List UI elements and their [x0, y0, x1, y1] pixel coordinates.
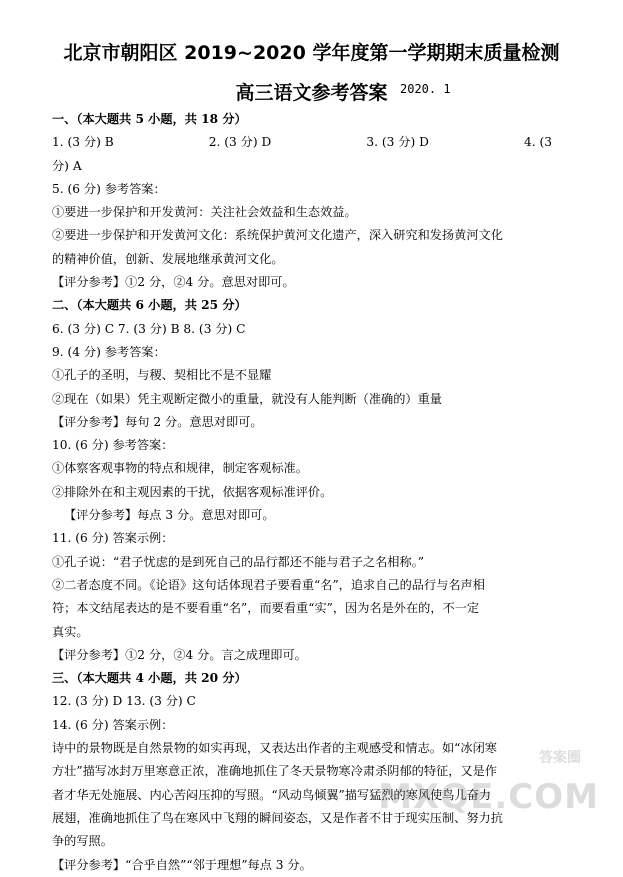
- q9-point-2: ②现在（如果）凭主观断定微小的重量，就没有人能判断（准确的）重量: [52, 391, 442, 406]
- question-14-header: 14. (6 分) 答案示例：: [52, 717, 174, 732]
- q14-text-2: 方壮”描写冰封万里寒意正浓，准确地抓住了冬天景物寒冷肃杀阴郁的特征，又是作: [52, 764, 497, 779]
- q11-scoring: 【评分参考】①2 分，②4 分。言之成理即可。: [52, 647, 307, 662]
- q14-text-1: 诗中的景物既是自然景物的如实再现，又表达出作者的主观感受和情志。如“冰闭寒: [52, 741, 497, 756]
- watermark-bottom-text: MXQE.COM: [378, 777, 599, 817]
- q5-point-2: ②要进一步保护和开发黄河文化：系统保护黄河文化遗产，深入研究和发扬黄河文化: [52, 228, 503, 243]
- answers-12-13: 12. (3 分) D 13. (3 分) C: [52, 694, 196, 709]
- q11-point-1: ①孔子说：“君子忧虑的是到死自己的品行都还不能与君子之名相称。”: [52, 554, 424, 569]
- q10-point-1: ①体察客观事物的特点和规律，制定客观标准。: [52, 461, 308, 476]
- section-heading-3: 三、（本大题共 4 小题，共 20 分）: [52, 671, 247, 686]
- section-heading-1: 一、（本大题共 5 小题，共 18 分）: [52, 112, 247, 126]
- q9-scoring: 【评分参考】每句 2 分。意思对即可。: [52, 414, 263, 429]
- section-heading-2: 二、（本大题共 6 小题，共 25 分）: [52, 298, 247, 313]
- q5-scoring: 【评分参考】①2 分，②4 分。意思对即可。: [52, 275, 295, 290]
- question-5-header: 5. (6 分) 参考答案：: [52, 181, 166, 196]
- answer-q4-part2: 分) A: [52, 158, 82, 173]
- q14-scoring: 【评分参考】“合乎自然”“邻于理想”每点 3 分。: [52, 857, 312, 872]
- answer-q2: 2. (3 分) D: [208, 135, 272, 150]
- q11-point-2-cont: 符；本文结尾表达的是不要看重“名”，而要看重“实”，因为名是外在的，不一定: [52, 601, 480, 616]
- watermark-logo: [378, 747, 599, 817]
- q5-point-2-cont: 的精神价值，创新、发展地继承黄河文化。: [52, 251, 284, 266]
- q5-point-1: ①要进一步保护和开发黄河：关注社会效益和生态效益。: [52, 205, 357, 220]
- answers-1-4: [52, 131, 552, 154]
- subtitle-text: 高三语文参考答案: [235, 82, 388, 104]
- q14-text-3: 者才华无处施展、内心苦闷压抑的写照。“风动鸟倾翼”描写猛烈的寒风使鸟儿奋力: [52, 787, 492, 802]
- question-10-header: 10. (6 分) 参考答案：: [52, 438, 174, 453]
- document-date: 2020. 1: [400, 82, 451, 96]
- q11-point-2-end: 真实。: [52, 624, 89, 639]
- q14-text-5: 争的写照。: [52, 834, 113, 849]
- answer-q4-part1: 4. (3: [523, 135, 552, 150]
- q10-point-2: ②排除外在和主观因素的干扰，依据客观标准评价。: [52, 484, 333, 499]
- answer-q3: 3. (3 分) D: [366, 135, 429, 150]
- question-9-header: 9. (4 分) 参考答案：: [52, 344, 166, 359]
- document-subtitle: [0, 78, 623, 105]
- watermark-top-text: 答案圈: [539, 750, 581, 766]
- q9-point-1: ①孔子的圣明，与稷、契相比不是不显耀: [52, 368, 272, 383]
- q10-scoring: 【评分参考】每点 3 分。意思对即可。: [64, 508, 275, 523]
- question-11-header: 11. (6 分) 答案示例：: [52, 531, 174, 546]
- answer-q1: 1. (3 分) B: [52, 135, 114, 150]
- q14-text-4: 展翅，准确地抓住了鸟在寒风中飞翔的瞬间姿态，又是作者不甘于现实压制、努力抗: [52, 810, 503, 825]
- document-title: 北京市朝阳区 2019~2020 学年度第一学期期末质量检测: [63, 42, 560, 64]
- q11-point-2: ②二者态度不同。《论语》这句话体现君子要看重“名”，追求自己的品行与名声相: [52, 577, 485, 592]
- answers-6-8: 6. (3 分) C 7. (3 分) B 8. (3 分) C: [52, 321, 246, 336]
